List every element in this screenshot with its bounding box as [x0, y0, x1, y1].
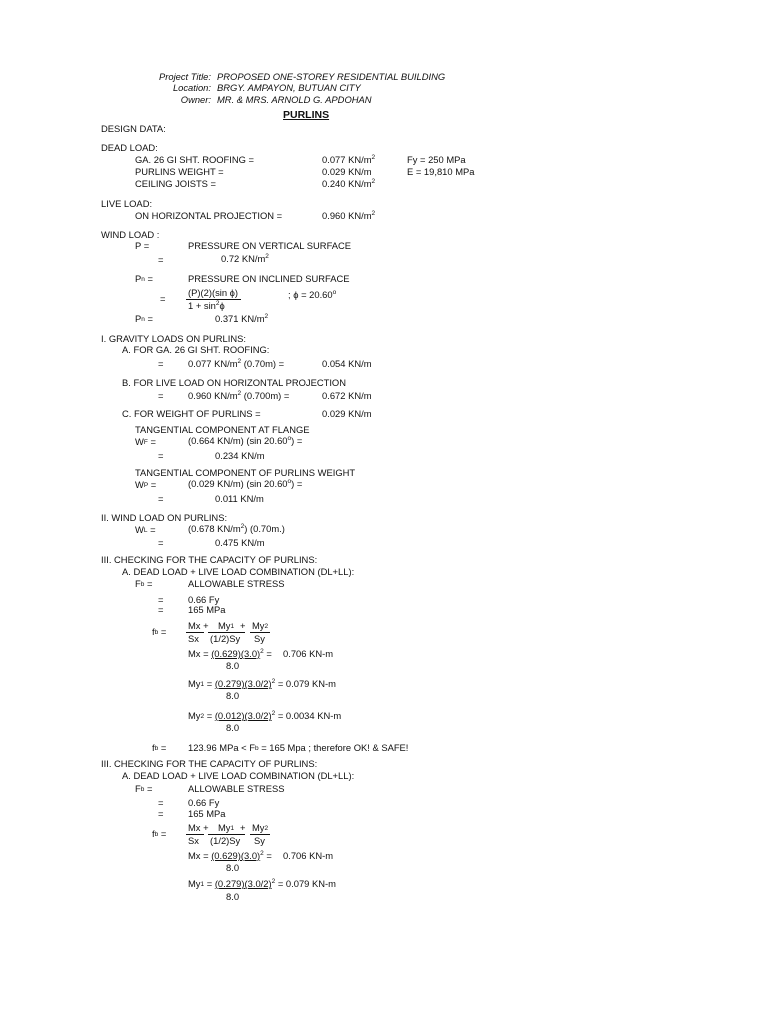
gravity-b-value: 0.672 KN/m [322, 390, 372, 401]
mx-equation: $Mx = (0.629)(3.0)^2$ = [188, 648, 272, 659]
mx-numerator: Mx + [188, 822, 209, 833]
mx-numerator: Mx + [188, 620, 209, 631]
fb-description: ALLOWABLE STRESS [188, 578, 285, 589]
fbs-label: $f_b$ = [152, 626, 167, 637]
pn-numerator: (P)(2)(sin ϕ) [188, 287, 239, 298]
live-load-heading: LIVE LOAD: [101, 198, 153, 209]
mx-equation: $Mx = (0.629)(3.0)^2$ = [188, 850, 272, 861]
my1-equation: $My_1 = (0.279)(3.0/2)^2 = 0.079$ KN-m [188, 878, 336, 889]
equals-sign: = [158, 390, 164, 401]
fy-value: Fy = 250 MPa [407, 154, 466, 165]
equals-sign: = [158, 537, 164, 548]
wind-load-heading: WIND LOAD : [101, 229, 160, 240]
dead-load-value: 0.240 $KN/m^2$ [322, 178, 376, 189]
dead-load-label: PURLINS WEIGHT = [135, 166, 224, 177]
pn-denominator: $1 + \sin^2\phi$ [188, 300, 225, 311]
live-load-label: ON HORIZONTAL PROJECTION = [135, 210, 283, 221]
mx-result: 0.706 KN-m [283, 850, 334, 861]
my1-denominator: (1/2)Sy [210, 835, 241, 846]
gravity-c-label: C. FOR WEIGHT OF PURLINS = [122, 408, 261, 419]
mx-denominator: 8.0 [226, 660, 240, 671]
capacity-sub-heading: A. DEAD LOAD + LIVE LOAD COMBINATION (DL+LL): [122, 770, 355, 781]
owner-value: MR. & MRS. ARNOLD G. APDOHAN [217, 94, 372, 105]
page-title: PURLINS [283, 109, 330, 121]
my1-denominator: 8.0 [226, 891, 240, 902]
tangential-purlins-label: TANGENTIAL COMPONENT OF PURLINS WEIGHT [135, 467, 356, 478]
phi-angle: ; $\phi = 20.60^o$ [288, 289, 337, 300]
project-title-label: Project Title: [158, 71, 211, 82]
dead-load-value: 0.077 $KN/m^2$ [322, 154, 376, 165]
live-load-value: 0.960 $KN/m^2$ [322, 210, 376, 221]
my2-denominator: Sy [254, 633, 265, 644]
wp-calc: (0.029 KN/m) (sin $20.60^o$) = [188, 478, 303, 489]
my2-numerator: $My_2$ [252, 822, 269, 833]
equals-sign: = [158, 604, 164, 615]
pn-label: $P_n$ = [135, 273, 153, 284]
p-value: 0.72 $KN/m^2$ [221, 253, 269, 264]
dead-load-label: GA. 26 GI SHT. ROOFING = [135, 154, 255, 165]
mx-denominator: 8.0 [226, 862, 240, 873]
wf-value: 0.234 KN/m [215, 450, 265, 461]
fb-description: ALLOWABLE STRESS [188, 783, 285, 794]
e-value: E = 19,810 MPa [407, 166, 475, 177]
fb-value-1: 0.66 Fy [188, 594, 220, 605]
project-title-value: PROPOSED ONE-STOREY RESIDENTIAL BUILDING [217, 71, 446, 82]
wind-purlins-heading: II. WIND LOAD ON PURLINS: [101, 512, 228, 523]
gravity-heading: I. GRAVITY LOADS ON PURLINS: [101, 333, 246, 344]
dead-load-heading: DEAD LOAD: [101, 142, 158, 153]
location-value: BRGY. AMPAYON, BUTUAN CITY [217, 82, 361, 93]
my2-numerator: $My_2$ [252, 620, 269, 631]
fb-value-2: 165 MPa [188, 604, 226, 615]
gravity-a-label: A. FOR GA. 26 GI SHT. ROOFING: [122, 344, 270, 355]
location-label: Location: [172, 82, 211, 93]
gravity-b-calc: 0.960 $KN/m^2$ (0.700m) = [188, 390, 290, 401]
fb-label: $F_b$ = [135, 578, 153, 589]
dead-load-label: CEILING JOISTS = [135, 178, 217, 189]
fb-value-1: 0.66 Fy [188, 797, 220, 808]
my1-denominator: (1/2)Sy [210, 633, 241, 644]
mx-result: 0.706 KN-m [283, 648, 334, 659]
final-check-result: 123.96 MPa < $F_b = 165$ Mpa ; therefore OK! & SAFE! [188, 742, 409, 753]
my2-equation: $My_2 = (0.012)(3.0/2)^2 = 0.0034$ KN-m [188, 710, 342, 721]
plus-sign: + [240, 822, 246, 833]
final-fb-label: $f_b$ = [152, 742, 167, 753]
capacity-heading: III. CHECKING FOR THE CAPACITY OF PURLINS: [101, 758, 318, 769]
fb-value-2: 165 MPa [188, 808, 226, 819]
pn-label: $P_n$ = [135, 313, 153, 324]
p-label: P = [135, 240, 150, 251]
wp-label: $W_P$ = [135, 479, 157, 490]
equals-sign: = [158, 493, 164, 504]
equals-sign: = [158, 808, 164, 819]
wl-value: 0.475 KN/m [215, 537, 265, 548]
my1-numerator: $My_1$ [218, 620, 235, 631]
gravity-a-calc: 0.077 $KN/m^2$ (0.70m) = [188, 358, 285, 369]
my1-numerator: $My_1$ [218, 822, 235, 833]
wl-label: $W_L$ = [135, 524, 156, 535]
fbs-label: $f_b$ = [152, 828, 167, 839]
capacity-sub-heading: A. DEAD LOAD + LIVE LOAD COMBINATION (DL+LL): [122, 566, 355, 577]
capacity-heading: III. CHECKING FOR THE CAPACITY OF PURLINS: [101, 554, 318, 565]
my2-denominator: Sy [254, 835, 265, 846]
gravity-a-value: 0.054 KN/m [322, 358, 372, 369]
owner-label: Owner: [180, 94, 211, 105]
dead-load-value: 0.029 KN/m [322, 166, 372, 177]
gravity-c-value: 0.029 KN/m [322, 408, 372, 419]
wl-calc: (0.678 $KN/m^2$) (0.70m.) [188, 523, 285, 534]
pn-value: 0.371 $KN/m^2$ [215, 313, 269, 324]
my1-equation: $My_1 = (0.279)(3.0/2)^2 = 0.079$ KN-m [188, 678, 336, 689]
mx-denominator: Sx [188, 835, 199, 846]
plus-sign: + [240, 620, 246, 631]
gravity-b-label: B. FOR LIVE LOAD ON HORIZONTAL PROJECTION [122, 377, 346, 388]
equals-sign: = [158, 358, 164, 369]
wf-calc: (0.664 KN/m) (sin $20.60^o$) = [188, 435, 303, 446]
pn-description: PRESSURE ON INCLINED SURFACE [188, 273, 350, 284]
my2-denominator: 8.0 [226, 722, 240, 733]
equals-sign: = [158, 797, 164, 808]
fb-label: $F_b$ = [135, 783, 153, 794]
equals-sign: = [158, 254, 164, 265]
wp-value: 0.011 KN/m [215, 493, 264, 504]
equals-sign: = [158, 594, 164, 605]
design-data-heading: DESIGN DATA: [101, 123, 166, 134]
wf-label: $W_F$ = [135, 436, 156, 447]
p-description: PRESSURE ON VERTICAL SURFACE [188, 240, 352, 251]
my1-denominator: 8.0 [226, 690, 240, 701]
mx-denominator: Sx [188, 633, 199, 644]
tangential-flange-label: TANGENTIAL COMPONENT AT FLANGE [135, 424, 310, 435]
equals-sign: = [158, 450, 164, 461]
equals-sign: = [160, 293, 166, 304]
